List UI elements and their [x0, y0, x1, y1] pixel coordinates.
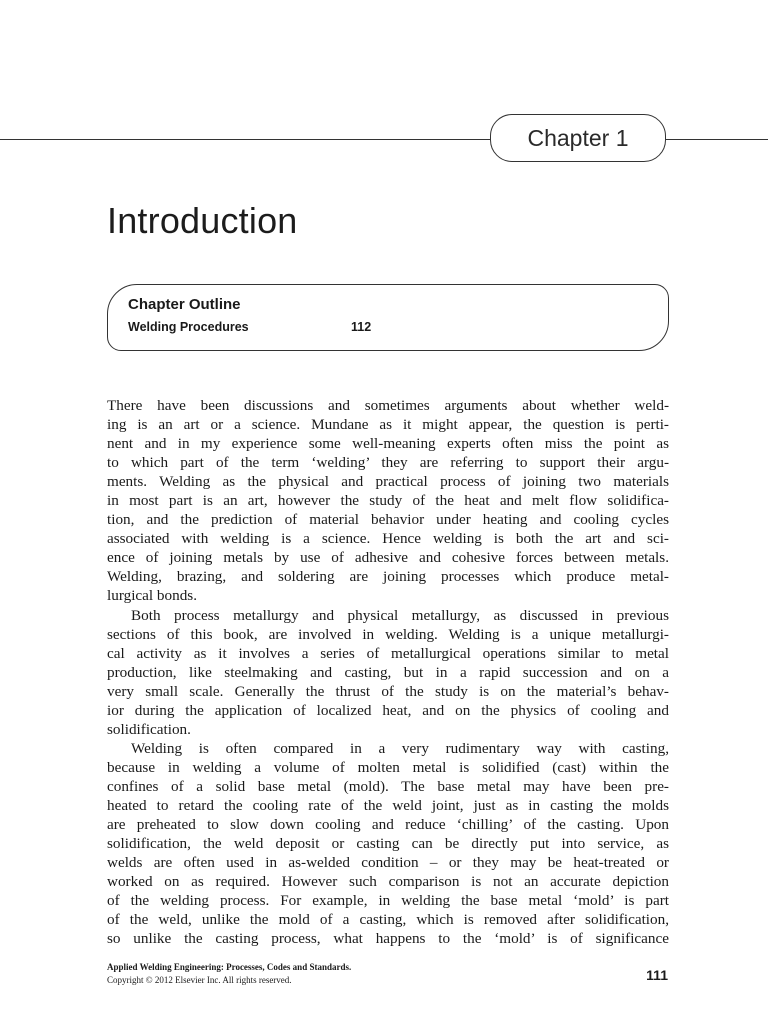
body-line: because in welding a volume of molten metal is solidified (cast) within the: [107, 758, 669, 776]
chapter-label: Chapter 1: [490, 114, 666, 162]
body-line: lurgical bonds.: [107, 587, 197, 605]
body-line: sections of this book, are involved in welding. Welding is a unique metallurgi-: [107, 625, 669, 643]
body-line: in most part is an art, however the study of the heat and melt flow solidifica-: [107, 492, 669, 510]
body-line: ments. Welding as the physical and practical process of joining two materials: [107, 473, 669, 491]
body-line: associated with welding is a science. Hence welding is both the art and sci-: [107, 530, 669, 548]
body-line: confines of a solid base metal (mold). The base metal may have been pre-: [107, 777, 669, 795]
body-line: so unlike the casting process, what happens to the ‘mold’ is of significance: [107, 930, 669, 948]
body-line: production, like steelmaking and casting, but in a rapid succession and on a: [107, 663, 669, 681]
body-line: welds are often used in as-welded condition – or they may be heat-treated or: [107, 854, 669, 872]
chapter-outline-box: [107, 284, 669, 351]
body-line: are preheated to slow down cooling and reduce ‘chilling’ of the casting. Upon: [107, 816, 669, 834]
page-number: 111: [646, 967, 668, 983]
body-line: very small scale. Generally the thrust of the study is on the material’s behav-: [107, 682, 669, 700]
body-text: [107, 396, 669, 948]
body-line: ing is an art or a science. Mundane as it might appear, the question is perti-: [107, 416, 669, 434]
body-line: There have been discussions and sometimes arguments about whether weld-: [107, 397, 669, 414]
body-line: worked on as required. However such comparison is not an accurate depiction: [107, 873, 669, 891]
body-line: tion, and the prediction of material behavior under heating and cooling cycles: [107, 511, 669, 529]
body-line: nent and in my experience some well-meaning experts often miss the point as: [107, 435, 669, 453]
body-line: Both process metallurgy and physical metallurgy, as discussed in previous: [131, 606, 669, 624]
body-line: heated to retard the cooling rate of the weld joint, just as in casting the molds: [107, 796, 669, 814]
outline-entry-label[interactable]: Welding Procedures: [128, 320, 249, 334]
body-line: of the weld, unlike the mold of a casting, which is removed after solidification,: [107, 911, 669, 929]
body-line: to which part of the term ‘welding’ they are referring to support their argu-: [107, 454, 669, 472]
body-line: solidification, the weld deposit or casting can be directly put into service, as: [107, 835, 669, 853]
body-line: Welding, brazing, and soldering are joining processes which produce metal-: [107, 568, 669, 586]
outline-entry-page: 112: [351, 320, 372, 334]
footer-book-title: Applied Welding Engineering: Processes, Codes and Standards.: [107, 962, 352, 972]
body-line: Welding is often compared in a very rudimentary way with casting,: [131, 739, 669, 757]
body-line: of the welding process. For example, in welding the base metal ‘mold’ is part: [107, 892, 669, 910]
body-line: ence of joining metals by use of adhesive and cohesive forces between metals.: [107, 549, 669, 567]
chapter-outline-heading: Chapter Outline: [128, 296, 241, 313]
chapter-title: Introduction: [107, 200, 298, 241]
footer-copyright: Copyright © 2012 Elsevier Inc. All rights reserved.: [107, 975, 292, 985]
body-line: cal activity as it involves a series of metallurgical operations similar to metal: [107, 644, 669, 662]
body-line: ior during the application of localized heat, and on the physics of cooling and: [107, 701, 669, 719]
body-line: solidification.: [107, 720, 191, 738]
